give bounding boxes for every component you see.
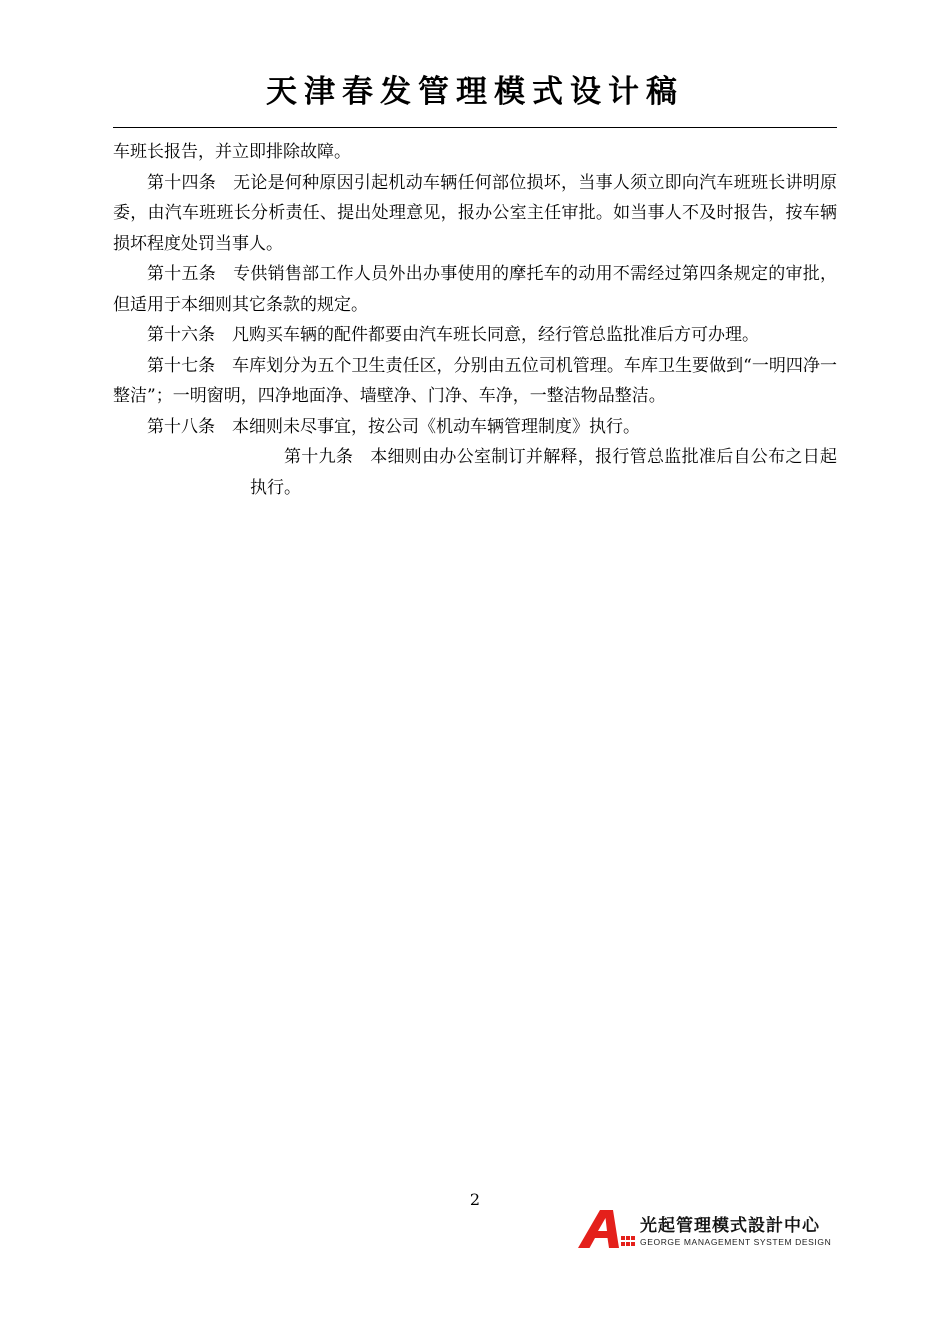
article-17 [113, 351, 837, 412]
page-header-title: 天津春发管理模式设计稿 [266, 74, 684, 110]
paragraph-text: 车班长报告，并立即排除故障。 [113, 142, 351, 162]
article-number: 第十七条 [147, 355, 216, 376]
article-14 [113, 168, 837, 260]
article-text: 本细则由办公室制订并解释，报行管总监批准后自公布之日起执行。 [250, 447, 838, 498]
article-text: 专供销售部工作人员外出办事使用的摩托车的动用不需经过第四条规定的审批，但适用于本细则其它条款的规定。 [113, 264, 838, 315]
document-body [113, 137, 837, 503]
logo-name-en: GEORGE MANAGEMENT SYSTEM DESIGN [640, 1237, 832, 1247]
header-divider [113, 127, 837, 128]
article-15 [113, 259, 837, 320]
article-number: 第十五条 [147, 264, 217, 284]
article-16 [113, 320, 837, 351]
paragraph-continuation [113, 137, 837, 168]
article-19 [113, 442, 837, 503]
page-number: 2 [469, 1190, 481, 1209]
article-text: 本细则未尽事宜，按公司《机动车辆管理制度》执行。 [232, 416, 640, 437]
article-text: 无论是何种原因引起机动车辆任何部位损坏，当事人须立即向汽车班班长讲明原委，由汽车班班长分析责任、提出处理意见，报办公室主任审批。如当事人不及时报告，按车辆损坏程度处罚当事人。 [113, 172, 838, 254]
logo-name-cn: 光起管理模式設計中心 [640, 1216, 820, 1236]
article-18 [113, 412, 837, 443]
company-logo [576, 1207, 838, 1251]
letter-a-logo-icon [576, 1209, 636, 1249]
article-number: 第十九条 [284, 447, 354, 467]
article-text: 车库划分为五个卫生责任区，分别由五位司机管理。车库卫生要做到“一明四净一整洁”；一明窗明，四净地面净、墙壁净、门净、车净，一整洁物品整洁。 [113, 355, 837, 406]
article-text: 凡购买车辆的配件都要由汽车班长同意，经行管总监批准后方可办理。 [232, 325, 759, 345]
article-number: 第十四条 [147, 172, 217, 193]
article-number: 第十六条 [147, 325, 215, 345]
article-number: 第十八条 [147, 416, 215, 437]
